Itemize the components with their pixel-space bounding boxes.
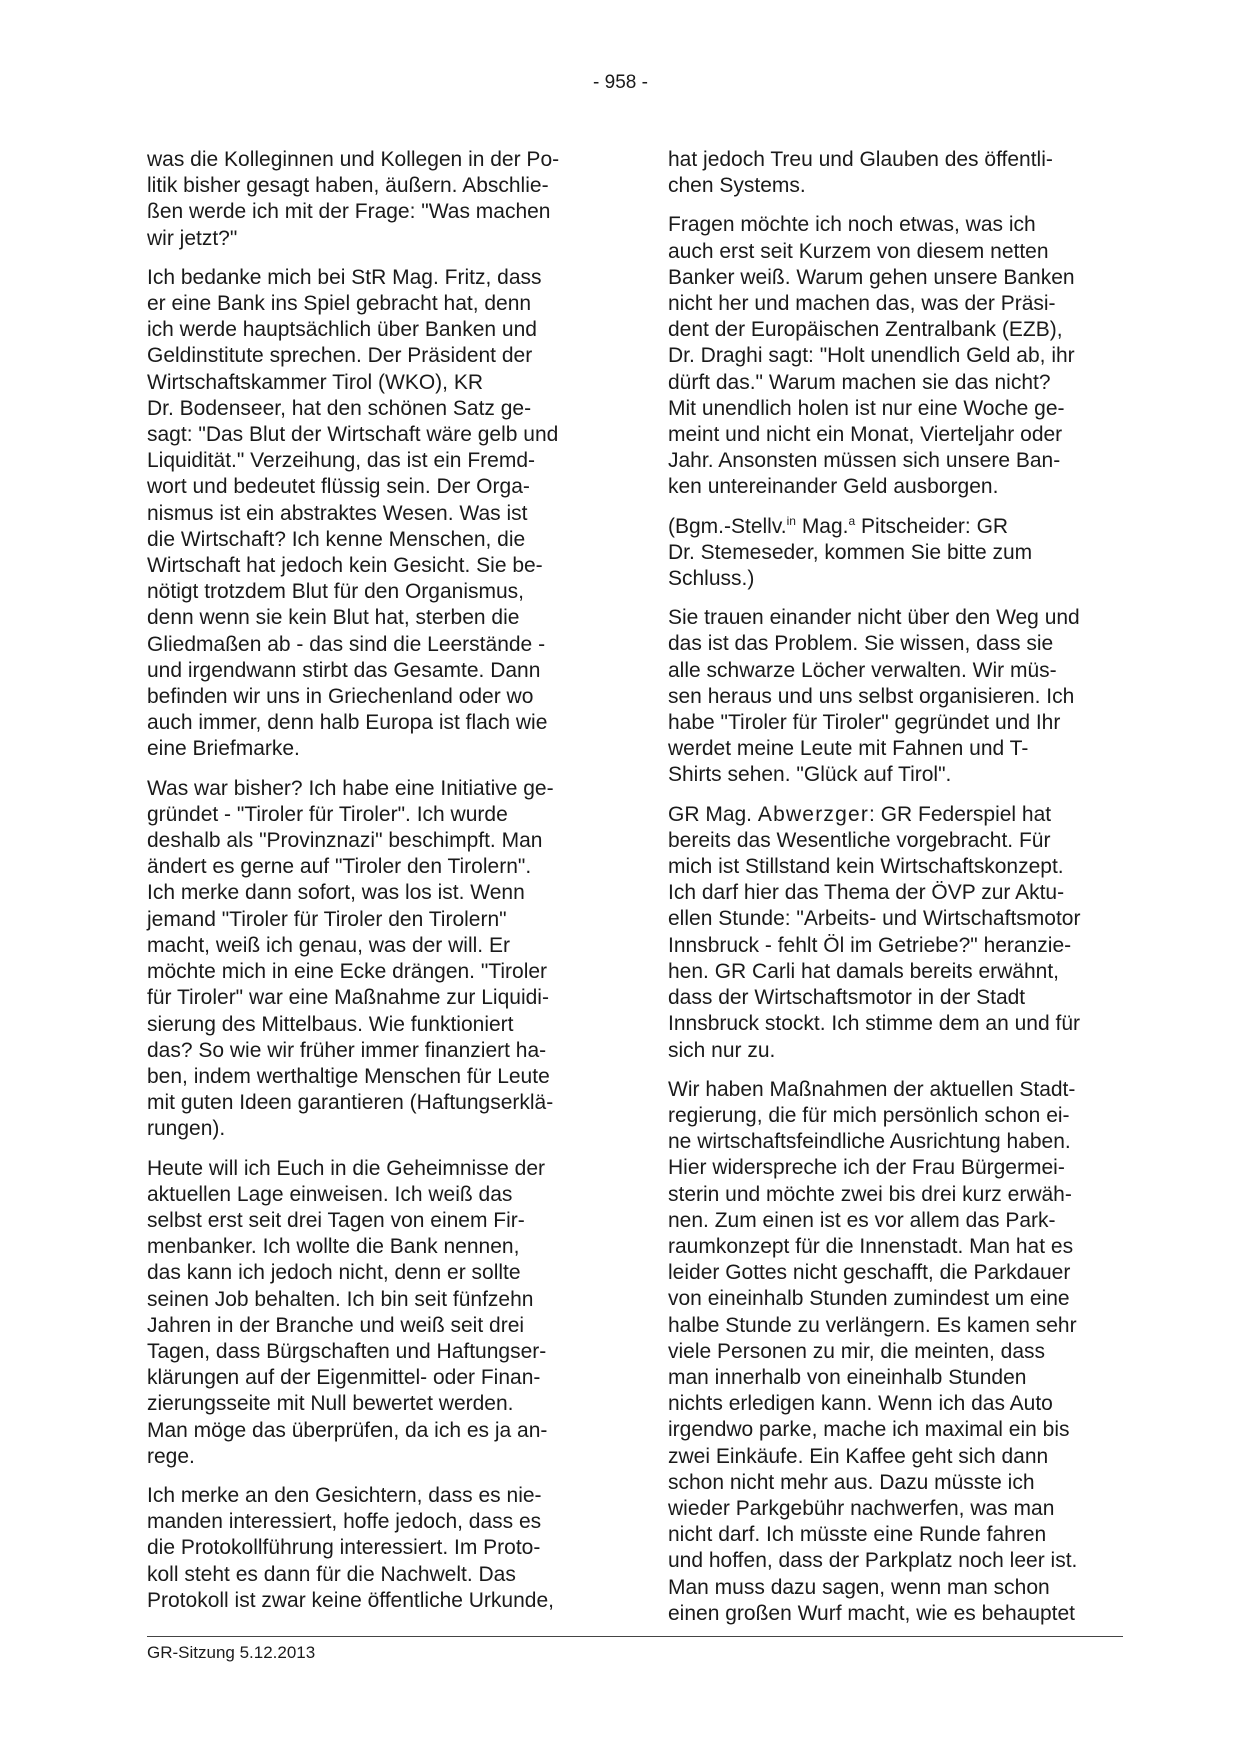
paragraph: hat jedoch Treu und Glauben des öffentli- chen Systems. [668,148,1053,198]
interjection-rest: Pitscheider: GR Dr. Stemeseder, kommen Sie bitte zum Schluss.) [668,514,1033,591]
page-number: - 958 - [593,72,648,93]
speaker-name: Abwerzger [757,802,870,826]
paragraph: Ich merke an den Gesichtern, dass es nie- manden interessiert, hoffe jedoch, dass es die Protokollführung interessiert. Im Proto- koll steht es dann für die Nachwelt. Das Protokoll ist zwar keine öffentliche Urkunde, [147,1483,554,1612]
paragraph: Ich bedanke mich bei StR Mag. Fritz, dass er eine Bank ins Spiel gebracht hat, denn ich werde hauptsächlich über Banken und Geldinstitute sprechen. Der Präsident der Wirtschaftskammer Tirol (WKO), KR Dr. Bodenseer, hat den schönen Satz ge- sagt: "Das Blut der Wirtschaft wäre gelb und Liquidität." Verzeihung, das ist ein Fremd- wort und bedeutet flüssig sein. Der Orga- nismus ist ein abstraktes Wesen. Was ist die Wirtschaft? Ich kenne Menschen, die Wirtschaft hat jedoch kein Gesicht. Sie be- nötigt trotzdem Blut für den Organismus, denn wenn sie kein Blut hat, sterben die Gliedmaßen ab - das sind die Leerstände - und irgendwann stirbt das Gesamte. Dann befinden wir uns in Griechenland oder wo auch immer, denn halb Europa ist flach wie eine Briefmarke. [147,265,559,761]
interjection-mag: Mag. [795,514,849,538]
interjection-open: (Bgm.-Stellv. [668,514,787,538]
paragraph: Sie trauen einander nicht über den Weg und das ist das Problem. Sie wissen, dass sie alle schwarze Löcher verwalten. Wir müs- sen heraus und uns selbst organisieren. Ich habe "Tiroler für Tiroler" gegründet und Ihr werdet meine Leute mit Fahnen und T- Shirts sehen. "Glück auf Tirol". [668,606,1080,787]
speaker-paragraph [668,802,1110,1064]
paragraph: Fragen möchte ich noch etwas, was ich auch erst seit Kurzem von diesem netten Banker weiß. Warum gehen unsere Banken nicht her und machen das, was der Präsi- dent der Europäischen Zentralbank (EZB), Dr. Draghi sagt: "Holt unendlich Geld ab, ihr dürft das." Warum machen sie das nicht? Mit unendlich holen ist nur eine Woche ge- meint und nicht ein Monat, Vierteljahr oder Jahr. Ansonsten müssen sich unsere Ban- ken untereinander Geld ausborgen. [668,213,1075,499]
paragraph: Was war bisher? Ich habe eine Initiative ge- gründet - "Tiroler für Tiroler". Ich wurde deshalb als "Provinznazi" beschimpft. Man ändert es gerne auf "Tiroler den Tirolern". Ich merke dann sofort, was los ist. Wenn jemand "Tiroler für Tiroler den Tirolern" macht, weiß ich genau, was der will. Er möchte mich in eine Ecke drängen. "Tiroler für Tiroler" war eine Maßnahme zur Liquidi- sierung des Mittelbaus. Wie funktioniert das? So wie wir früher immer finanziert ha- ben, indem werthaltige Menschen für Leute mit guten Ideen garantieren (Haftungserklä- rungen). [147,776,554,1141]
paragraph: Wir haben Maßnahmen der aktuellen Stadt- regierung, die für mich persönlich schon ei- ne wirtschaftsfeindliche Ausrichtung haben. Hier widerspreche ich der Frau Bürgermei- sterin und möchte zwei bis drei kurz erwäh- nen. Zum einen ist es vor allem das Park- raumkonzept für die Innenstadt. Man hat es leider Gottes nicht geschafft, die Parkdauer von eineinhalb Stunden zumindest um eine halbe Stunde zu verlängern. Es kamen sehr viele Personen zu mir, die meinten, dass man innerhalb von eineinhalb Stunden nichts erledigen kann. Wenn ich das Auto irgendwo parke, mache ich maximal ein bis zwei Einkäufe. Ein Kaffee geht sich dann schon nicht mehr aus. Dazu müsste ich wieder Parkgebühr nachwerfen, was man nicht darf. Ich müsste eine Runde fahren und hoffen, dass der Parkplatz noch leer ist. Man muss dazu sagen, wenn man schon einen großen Wurf macht, wie es behauptet [668,1077,1078,1625]
footer-divider [147,1636,1123,1637]
interjection-paragraph [668,514,1110,593]
superscript-a: a [848,513,856,528]
footer-session-label: GR-Sitzung 5.12.2013 [147,1643,316,1662]
paragraph: Heute will ich Euch in die Geheimnisse der aktuellen Lage einweisen. Ich weiß das selbst erst seit drei Tagen von einem Fir- menbanker. Ich wollte die Bank nennen, das kann ich jedoch nicht, denn er sollte seinen Job behalten. Ich bin seit fünfzehn Jahren in der Branche und weiß seit drei Tagen, dass Bürgschaften und Haftungser- klärungen auf der Eigenmittel- oder Finan- zierungsseite mit Null bewertet werden. Man möge das überprüfen, da ich es ja an- rege. [147,1156,548,1468]
speaker-prefix: GR Mag. [668,802,758,826]
right-column [668,147,1110,1640]
speaker-text: : GR Federspiel hat bereits das Wesentliche vorgebracht. Für mich ist Stillstand kein Wirtschaftskonzept. Ich darf hier das Thema der ÖVP zur Aktu- ellen Stunde: "Arbeits- und Wirtschaftsmotor Innsbruck - fehlt Öl im Getriebe?" heranzie- hen. GR Carli hat damals bereits erwähnt, dass der Wirtschaftsmotor in der Stadt Innsbruck stockt. Ich stimme dem an und für sich nur zu. [668,802,1081,1062]
superscript-in: in [786,513,796,528]
left-column [147,147,589,1627]
paragraph: was die Kolleginnen und Kollegen in der Po- litik bisher gesagt haben, äußern. Abschlie- ßen werde ich mit der Frage: "Was machen wir jetzt?" [147,148,560,250]
